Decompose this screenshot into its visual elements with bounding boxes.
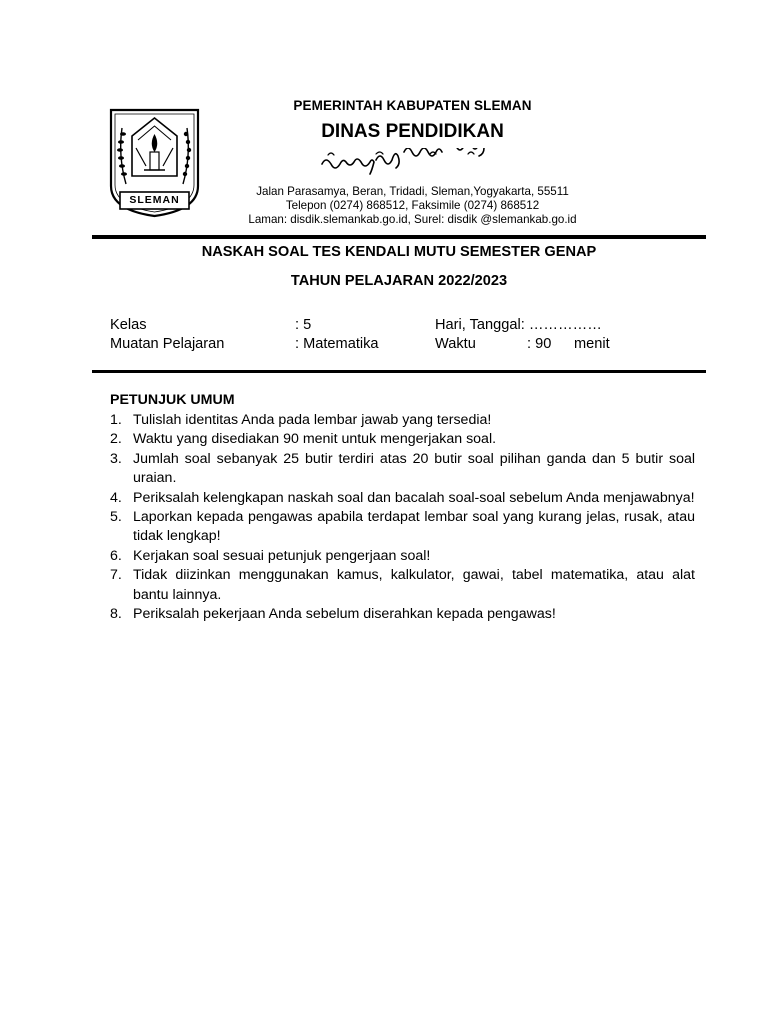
- item-number: 3.: [110, 450, 122, 467]
- date-label: Hari, Tanggal: ……………: [435, 317, 602, 333]
- instructions-heading: PETUNJUK UMUM: [110, 392, 235, 408]
- office-address: Jalan Parasamya, Beran, Tridadi, Sleman,Yogyakarta, 55511: [256, 185, 569, 198]
- school-year: TAHUN PELAJARAN 2022/2023: [290, 273, 508, 289]
- list-item: [110, 566, 695, 605]
- item-text: Periksalah kelengkapan naskah soal dan bacalah soal-soal sebelum Anda menjawabnya!: [133, 489, 695, 506]
- item-text: Periksalah pekerjaan Anda sebelum diserahkan kepada pengawas!: [133, 606, 556, 623]
- item-number: 6.: [110, 547, 122, 564]
- department-name: DINAS PENDIDIKAN: [321, 121, 504, 142]
- item-number: 4.: [110, 489, 122, 506]
- info-divider: [92, 370, 706, 373]
- item-text: Laporkan kepada pengawas apabila terdapat lembar soal yang kurang jelas, rusak, atau tidak lengkap!: [133, 509, 695, 545]
- item-number: 2.: [110, 431, 122, 448]
- list-item: [110, 411, 695, 430]
- item-text: Waktu yang disediakan 90 menit untuk mengerjakan soal.: [133, 431, 497, 448]
- item-number: 7.: [110, 567, 122, 584]
- office-website-email: Laman: disdik.slemankab.go.id, Surel: disdik @slemankab.go.id: [248, 213, 577, 226]
- list-item: [110, 489, 695, 508]
- item-text: Kerjakan soal sesuai petunjuk pengerjaan soal!: [133, 547, 431, 564]
- list-item: [110, 450, 695, 489]
- list-item: [110, 430, 695, 449]
- office-phone: Telepon (0274) 868512, Faksimile (0274) 868512: [285, 199, 540, 212]
- item-text: Jumlah soal sebanyak 25 butir terdiri atas 20 butir soal pilihan ganda dan 5 butir soal uraian.: [133, 450, 695, 487]
- class-value: : 5: [295, 317, 312, 333]
- exam-title: NASKAH SOAL TES KENDALI MUTU SEMESTER GENAP: [201, 244, 597, 260]
- item-text: Tulislah identitas Anda pada lembar jawab yang tersedia!: [133, 412, 492, 428]
- item-number: 8.: [110, 606, 122, 623]
- list-item: [110, 547, 695, 566]
- javanese-script-text: [318, 148, 508, 178]
- time-value: : 90: [527, 336, 552, 352]
- class-label: Kelas: [110, 317, 147, 333]
- list-item: [110, 605, 695, 624]
- instructions-list: [110, 411, 695, 624]
- time-unit: menit: [574, 336, 610, 352]
- item-number: 5.: [110, 509, 122, 526]
- logo-label: SLEMAN: [129, 194, 180, 206]
- item-number: 1.: [110, 412, 122, 428]
- subject-value: : Matematika: [295, 336, 379, 352]
- subject-label: Muatan Pelajaran: [110, 336, 225, 352]
- government-name: PEMERINTAH KABUPATEN SLEMAN: [293, 98, 532, 113]
- letterhead-divider: [92, 235, 706, 239]
- list-item: [110, 508, 695, 547]
- sleman-emblem-logo: [108, 106, 201, 218]
- item-text: Tidak diizinkan menggunakan kamus, kalkulator, gawai, tabel matematika, atau alat bantu lainnya.: [133, 567, 695, 603]
- time-label: Waktu: [435, 336, 476, 352]
